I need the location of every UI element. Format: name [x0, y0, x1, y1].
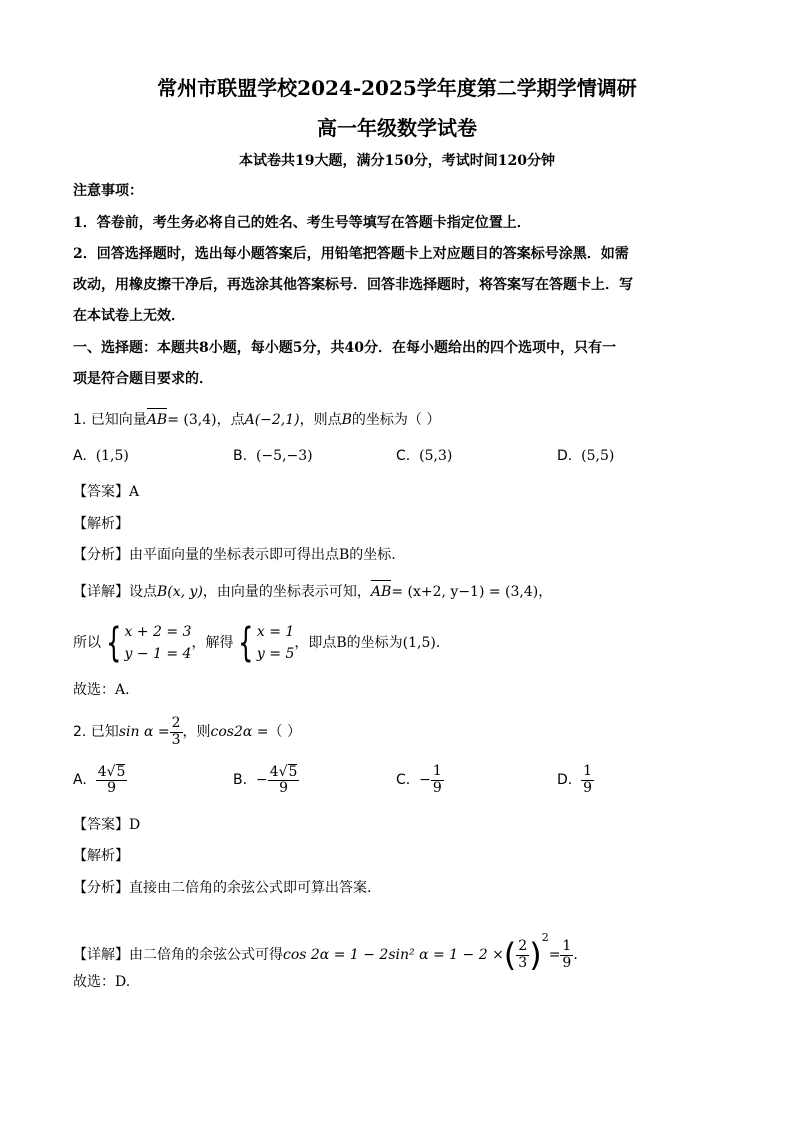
fraction-numerator: 2	[171, 715, 181, 732]
exponent: 2	[541, 931, 549, 944]
option-label: B.	[233, 772, 248, 788]
radical-coefficient: 4	[97, 763, 107, 780]
question-2-option-d	[557, 758, 594, 802]
equation-row: y − 1 = 4	[124, 646, 192, 662]
fraction-two-thirds	[516, 939, 529, 971]
question-1-text-mid-2: ，则点	[299, 412, 342, 428]
option-label: C.	[396, 772, 411, 788]
option-fraction	[96, 764, 128, 797]
question-2-prefix: 2. 已知	[73, 724, 119, 740]
left-brace-icon: {	[238, 620, 254, 666]
sin-expression: sin α =	[118, 724, 170, 740]
question-2-answer: 【答案】D	[73, 817, 141, 833]
notes-heading: 注意事项：	[73, 183, 143, 199]
detail-equation: = (x+2, y−1) = (3,4)	[391, 584, 539, 600]
question-1-stem	[73, 410, 440, 430]
detail-end: ，	[538, 584, 553, 600]
radicand: 5	[116, 763, 126, 780]
question-1-analysis: 【分析】由平面向量的坐标表示即可得出点B的坐标.	[73, 547, 396, 563]
vector-ab-value: = (3,4)	[167, 412, 217, 428]
option-label: D.	[557, 772, 573, 788]
equation-system-2	[257, 621, 294, 665]
question-2-analysis: 【分析】直接由二倍角的余弦公式即可算出答案.	[73, 880, 372, 896]
question-2-stem	[73, 712, 301, 752]
system-mid: ，解得	[191, 635, 234, 651]
fraction-denominator: 9	[583, 779, 593, 796]
question-2-detail	[73, 915, 578, 974]
question-2-option-b	[233, 758, 299, 802]
option-value: (1,5)	[95, 448, 129, 464]
left-brace-icon: {	[106, 620, 122, 666]
question-2-conclusion: 故选：D.	[73, 974, 131, 990]
radical-coefficient: 4	[269, 763, 279, 780]
detail-vector-ab: AB	[370, 584, 392, 600]
equation-row: x = 1	[256, 624, 295, 640]
fraction-denominator: 9	[279, 780, 289, 796]
point-b: B	[341, 412, 352, 428]
notes-item-2-line-3: 在本试卷上无效．	[73, 308, 185, 324]
option-value: (5,3)	[419, 448, 453, 464]
exam-title: 常州市联盟学校2024-2025学年度第二学期学情调研	[157, 76, 637, 100]
exam-info: 本试卷共19大题，满分150分，考试时间120分钟	[239, 153, 555, 169]
option-sign: −	[419, 772, 431, 788]
detail-mid: ，由向量的坐标表示可知，	[202, 584, 371, 600]
option-label: A.	[73, 772, 87, 788]
system-prefix: 所以	[73, 635, 101, 651]
option-sign: −	[255, 772, 268, 788]
option-value: (5,5)	[581, 448, 615, 464]
detail-point: B(x, y)	[157, 584, 203, 600]
point-a: A(−2,1)	[244, 412, 300, 428]
question-1-system	[73, 620, 440, 666]
question-1-option-b	[233, 446, 313, 466]
equation-row: y = 5	[256, 646, 295, 662]
detail-end: .	[573, 947, 578, 963]
option-label: C.	[396, 448, 411, 464]
option-label: A.	[73, 448, 87, 464]
radicand: 5	[288, 763, 298, 780]
option-label: B.	[233, 448, 248, 464]
notes-item-2-line-2: 改动，用橡皮擦干净后，再选涂其他答案标号．回答非选择题时，将答案写在答题卡上．写	[73, 277, 633, 293]
question-1-prefix: 1. 已知向量	[73, 412, 147, 428]
equation-system-1	[124, 621, 191, 665]
sqrt-icon: √	[278, 763, 288, 780]
option-fraction	[581, 764, 594, 796]
fraction-numerator: 1	[432, 763, 442, 780]
cos-expression: cos2α =	[210, 724, 269, 740]
question-1-suffix: 的坐标为（ ）	[351, 412, 441, 428]
question-2-option-c	[396, 758, 444, 802]
system-suffix: ，即点B的坐标为	[294, 635, 403, 651]
question-1-option-d	[557, 446, 614, 466]
sqrt-icon: √	[106, 763, 116, 780]
detail-equation-left: cos 2α = 1 − 2sin² α = 1 − 2 ×	[283, 947, 504, 963]
fraction-numerator: 1	[562, 938, 572, 955]
fraction-denominator: 9	[562, 954, 572, 971]
question-1-analysis-heading: 【解析】	[73, 516, 129, 532]
question-2-option-a	[73, 758, 127, 802]
right-paren-icon: )	[529, 936, 542, 974]
fraction-numerator: 1	[583, 763, 593, 780]
question-1-option-c	[396, 446, 452, 466]
question-2-suffix: （ ）	[268, 724, 301, 740]
fraction-numerator	[268, 764, 300, 781]
question-2-analysis-heading: 【解析】	[73, 848, 129, 864]
option-value: (−5,−3)	[255, 448, 313, 464]
fraction-numerator: 2	[518, 938, 528, 955]
left-paren-icon: (	[503, 936, 517, 974]
fraction-denominator: 9	[107, 780, 117, 796]
vector-ab: AB	[146, 412, 168, 428]
notes-item-2-line-1: 2．回答选择题时，选出每小题答案后，用铅笔把答题卡上对应题目的答案标号涂黑．如需	[73, 246, 629, 262]
question-1-conclusion: 故选：A.	[73, 682, 130, 698]
detail-prefix: 【详解】设点	[73, 584, 157, 600]
question-1-answer: 【答案】A	[73, 484, 140, 500]
fraction-numerator	[96, 764, 128, 781]
question-1-detail	[73, 582, 552, 602]
option-fraction	[268, 764, 300, 797]
fraction-denominator: 3	[171, 731, 181, 748]
section-1-line-1: 一、选择题：本题共8小题，每小题5分，共40分．在每小题给出的四个选项中，只有一	[73, 340, 616, 356]
question-2-text-mid: ，则	[182, 724, 211, 740]
option-fraction	[431, 764, 444, 796]
system-result: (1,5).	[402, 635, 441, 651]
fraction-denominator: 9	[432, 779, 442, 796]
exam-subtitle: 高一年级数学试卷	[317, 116, 477, 140]
option-label: D.	[557, 448, 573, 464]
fraction-denominator: 3	[518, 954, 528, 971]
question-1-option-a	[73, 446, 129, 466]
fraction-two-thirds	[170, 716, 183, 748]
detail-prefix: 【详解】由二倍角的余弦公式可得	[73, 947, 283, 963]
question-1-text-mid-1: ，点	[216, 412, 245, 428]
detail-equals: =	[548, 947, 561, 963]
fraction-result	[560, 939, 573, 971]
notes-item-1: 1．答卷前，考生务必将自己的姓名、考生号等填写在答题卡指定位置上．	[73, 215, 531, 231]
section-1-line-2: 项是符合题目要求的．	[73, 371, 213, 387]
equation-row: x + 2 = 3	[124, 624, 192, 640]
